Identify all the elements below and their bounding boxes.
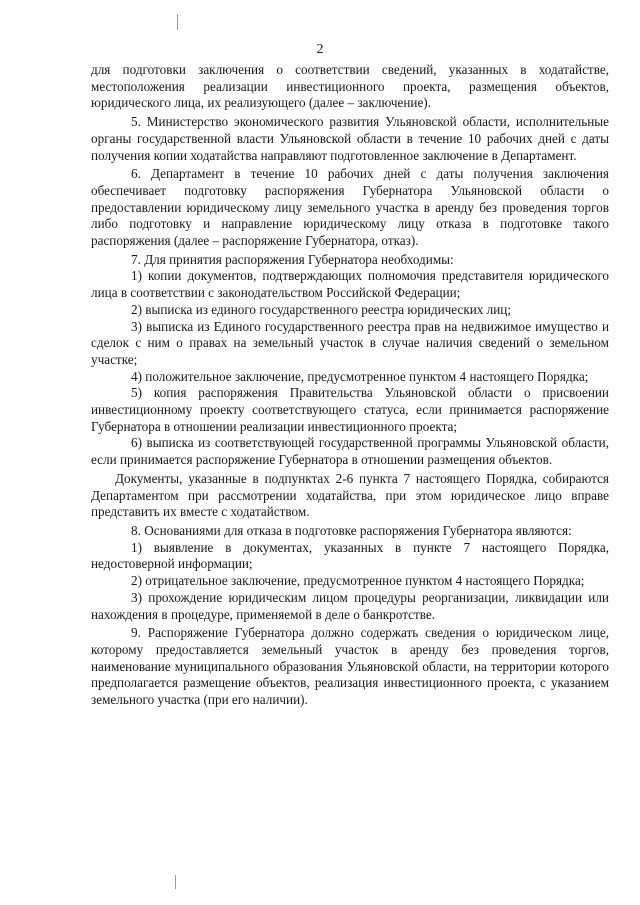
paragraph-7-item-3: 3) выписка из Единого государственного реестра прав на недвижимое имущество и сделок с ним о правах на земельный участок в случае наличия сведений о земельном участке; bbox=[91, 318, 609, 367]
paragraph-8: 8. Основаниями для отказа в подготовке распоряжения Губернатора являются: bbox=[131, 522, 572, 538]
paragraph-5: 5. Министерство экономического развития Ульяновской области, исполнительные органы государственной власти Ульяновской области в течение 10 рабочих дней с даты получения копии ходатайства направляют подготовленное заключение в Департамент. bbox=[91, 114, 609, 163]
paragraph-7-item-6: 6) выписка из соответствующей государственной программы Ульяновской области, если принимается распоряжение Губернатора в отношении размещения объектов. bbox=[91, 435, 609, 468]
paragraph-7-item-5: 5) копия распоряжения Правительства Ульяновской области о присвоении инвестиционному проекту соответствующего статуса, если принимается распоряжение Губернатора в отношении реализации инвестиционного проекта; bbox=[91, 385, 609, 434]
paragraph-continuation: для подготовки заключения о соответствии сведений, указанных в ходатайстве, местоположения реализации инвестиционного проекта, размещения объектов, юридического лица, их реализующего (далее – заключение). bbox=[91, 62, 609, 111]
paragraph-7-item-2: 2) выписка из единого государственного реестра юридических лиц; bbox=[131, 301, 512, 317]
paragraph-7-documents: Документы, указанные в подпунктах 2-6 пункта 7 настоящего Порядка, собираются Департаментом при рассмотрении ходатайства, при этом юридическое лицо вправе представить их вместе с ходатайством. bbox=[91, 470, 609, 520]
paragraph-7-item-4: 4) положительное заключение, предусмотренное пунктом 4 настоящего Порядка; bbox=[131, 368, 589, 384]
paragraph-8-item-3: 3) прохождение юридическим лицом процедуры реорганизации, ликвидации или нахождения в процедуре, применяемой в деле о банкротстве. bbox=[91, 589, 609, 622]
scan-mark-top bbox=[177, 14, 178, 30]
paragraph-8-item-1: 1) выявление в документах, указанных в пункте 7 настоящего Порядка, недостоверной информации; bbox=[91, 539, 609, 572]
paragraph-9: 9. Распоряжение Губернатора должно содержать сведения о юридическом лице, которому предоставляется земельный участок в аренду без проведения торгов, наименование муниципального образования Ульяновской области, на территории которого предполагается размещение объектов, реализация инвестиционного проекта, с указанием земельного участка (при его наличии). bbox=[91, 625, 609, 708]
paragraph-7: 7. Для принятия распоряжения Губернатора необходимы: bbox=[131, 251, 454, 267]
paragraph-7-item-1: 1) копии документов, подтверждающих полномочия представителя юридического лица в соответствии с законодательством Российской Федерации; bbox=[91, 268, 609, 301]
paragraph-8-item-2: 2) отрицательное заключение, предусмотренное пунктом 4 настоящего Порядка; bbox=[131, 573, 585, 589]
page-number: 2 bbox=[316, 42, 324, 57]
scan-mark-bottom bbox=[175, 875, 176, 889]
document-body bbox=[91, 62, 609, 709]
paragraph-6: 6. Департамент в течение 10 рабочих дней с даты получения заключения обеспечивает подготовку распоряжения Губернатора Ульяновской области о предоставлении юридическому лицу земельного участка в аренду без проведения торгов либо подготовку и направление юридическому лицу отказа в подготовке такого распоряжения (далее – распоряжение Губернатора, отказ). bbox=[91, 166, 609, 249]
